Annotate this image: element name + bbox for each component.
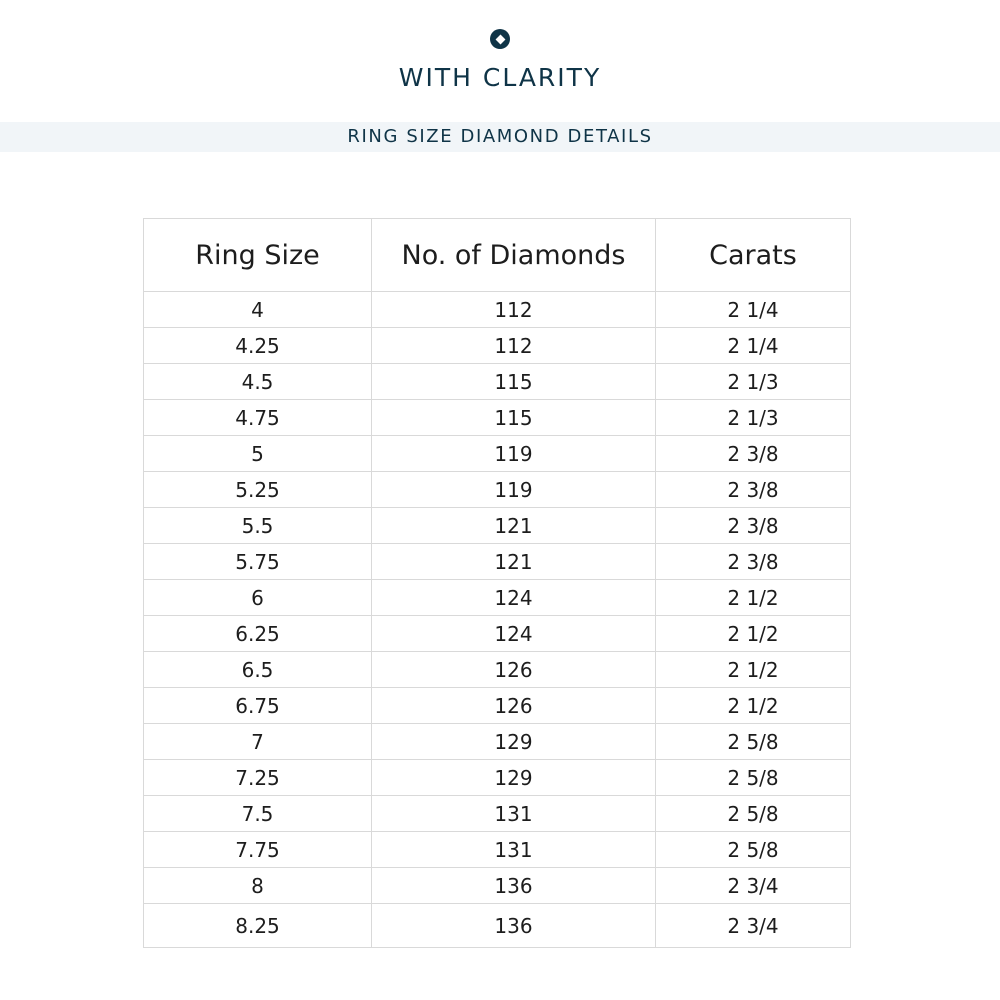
cell-no-of-diamonds: 129	[372, 724, 656, 760]
cell-no-of-diamonds: 121	[372, 544, 656, 580]
table-row	[144, 508, 851, 544]
table-header-row	[144, 219, 851, 292]
cell-ring-size: 6	[144, 580, 372, 616]
ring-size-table	[143, 218, 851, 948]
cell-carats: 2 1/4	[656, 292, 851, 328]
cell-carats: 2 5/8	[656, 796, 851, 832]
cell-carats: 2 3/4	[656, 904, 851, 948]
cell-carats: 2 3/4	[656, 868, 851, 904]
cell-ring-size: 7.25	[144, 760, 372, 796]
cell-carats: 2 1/2	[656, 688, 851, 724]
cell-carats: 2 3/8	[656, 508, 851, 544]
cell-no-of-diamonds: 136	[372, 868, 656, 904]
cell-carats: 2 5/8	[656, 760, 851, 796]
cell-carats: 2 1/3	[656, 364, 851, 400]
cell-no-of-diamonds: 126	[372, 652, 656, 688]
cell-ring-size: 5	[144, 436, 372, 472]
table-row	[144, 364, 851, 400]
cell-no-of-diamonds: 121	[372, 508, 656, 544]
table-row	[144, 616, 851, 652]
cell-ring-size: 5.25	[144, 472, 372, 508]
cell-no-of-diamonds: 124	[372, 616, 656, 652]
table-row	[144, 688, 851, 724]
cell-carats: 2 5/8	[656, 724, 851, 760]
header-no-of-diamonds: No. of Diamonds	[372, 219, 656, 292]
table-row	[144, 832, 851, 868]
cell-no-of-diamonds: 119	[372, 472, 656, 508]
table-row	[144, 868, 851, 904]
cell-ring-size: 7	[144, 724, 372, 760]
cell-no-of-diamonds: 129	[372, 760, 656, 796]
cell-ring-size: 4.75	[144, 400, 372, 436]
cell-no-of-diamonds: 115	[372, 364, 656, 400]
cell-carats: 2 1/2	[656, 616, 851, 652]
cell-ring-size: 6.75	[144, 688, 372, 724]
cell-ring-size: 8.25	[144, 904, 372, 948]
cell-ring-size: 8	[144, 868, 372, 904]
header-carats: Carats	[656, 219, 851, 292]
header-ring-size: Ring Size	[144, 219, 372, 292]
table-row	[144, 436, 851, 472]
cell-ring-size: 5.75	[144, 544, 372, 580]
cell-ring-size: 7.5	[144, 796, 372, 832]
cell-ring-size: 4.5	[144, 364, 372, 400]
table-row	[144, 580, 851, 616]
cell-no-of-diamonds: 131	[372, 796, 656, 832]
cell-ring-size: 5.5	[144, 508, 372, 544]
section-title: RING SIZE DIAMOND DETAILS	[347, 126, 653, 147]
table-row	[144, 292, 851, 328]
table-row	[144, 652, 851, 688]
cell-no-of-diamonds: 112	[372, 292, 656, 328]
cell-ring-size: 7.75	[144, 832, 372, 868]
cell-ring-size: 4	[144, 292, 372, 328]
cell-carats: 2 1/2	[656, 652, 851, 688]
cell-no-of-diamonds: 112	[372, 328, 656, 364]
cell-no-of-diamonds: 136	[372, 904, 656, 948]
cell-ring-size: 6.5	[144, 652, 372, 688]
table-row	[144, 760, 851, 796]
cell-no-of-diamonds: 119	[372, 436, 656, 472]
cell-carats: 2 3/8	[656, 472, 851, 508]
cell-carats: 2 5/8	[656, 832, 851, 868]
brand-name: WITH CLARITY	[398, 63, 602, 92]
cell-no-of-diamonds: 131	[372, 832, 656, 868]
table-row	[144, 544, 851, 580]
table-row	[144, 724, 851, 760]
table-body	[144, 292, 851, 948]
cell-carats: 2 3/8	[656, 544, 851, 580]
ring-size-table-container	[143, 218, 851, 948]
cell-no-of-diamonds: 124	[372, 580, 656, 616]
cell-ring-size: 6.25	[144, 616, 372, 652]
section-banner	[0, 122, 1000, 152]
table-row	[144, 472, 851, 508]
table-row	[144, 904, 851, 948]
table-row	[144, 328, 851, 364]
cell-carats: 2 3/8	[656, 436, 851, 472]
cell-no-of-diamonds: 126	[372, 688, 656, 724]
diamond-circle-icon	[490, 29, 510, 49]
cell-carats: 2 1/2	[656, 580, 851, 616]
cell-ring-size: 4.25	[144, 328, 372, 364]
cell-carats: 2 1/3	[656, 400, 851, 436]
table-row	[144, 796, 851, 832]
table-row	[144, 400, 851, 436]
cell-no-of-diamonds: 115	[372, 400, 656, 436]
cell-carats: 2 1/4	[656, 328, 851, 364]
